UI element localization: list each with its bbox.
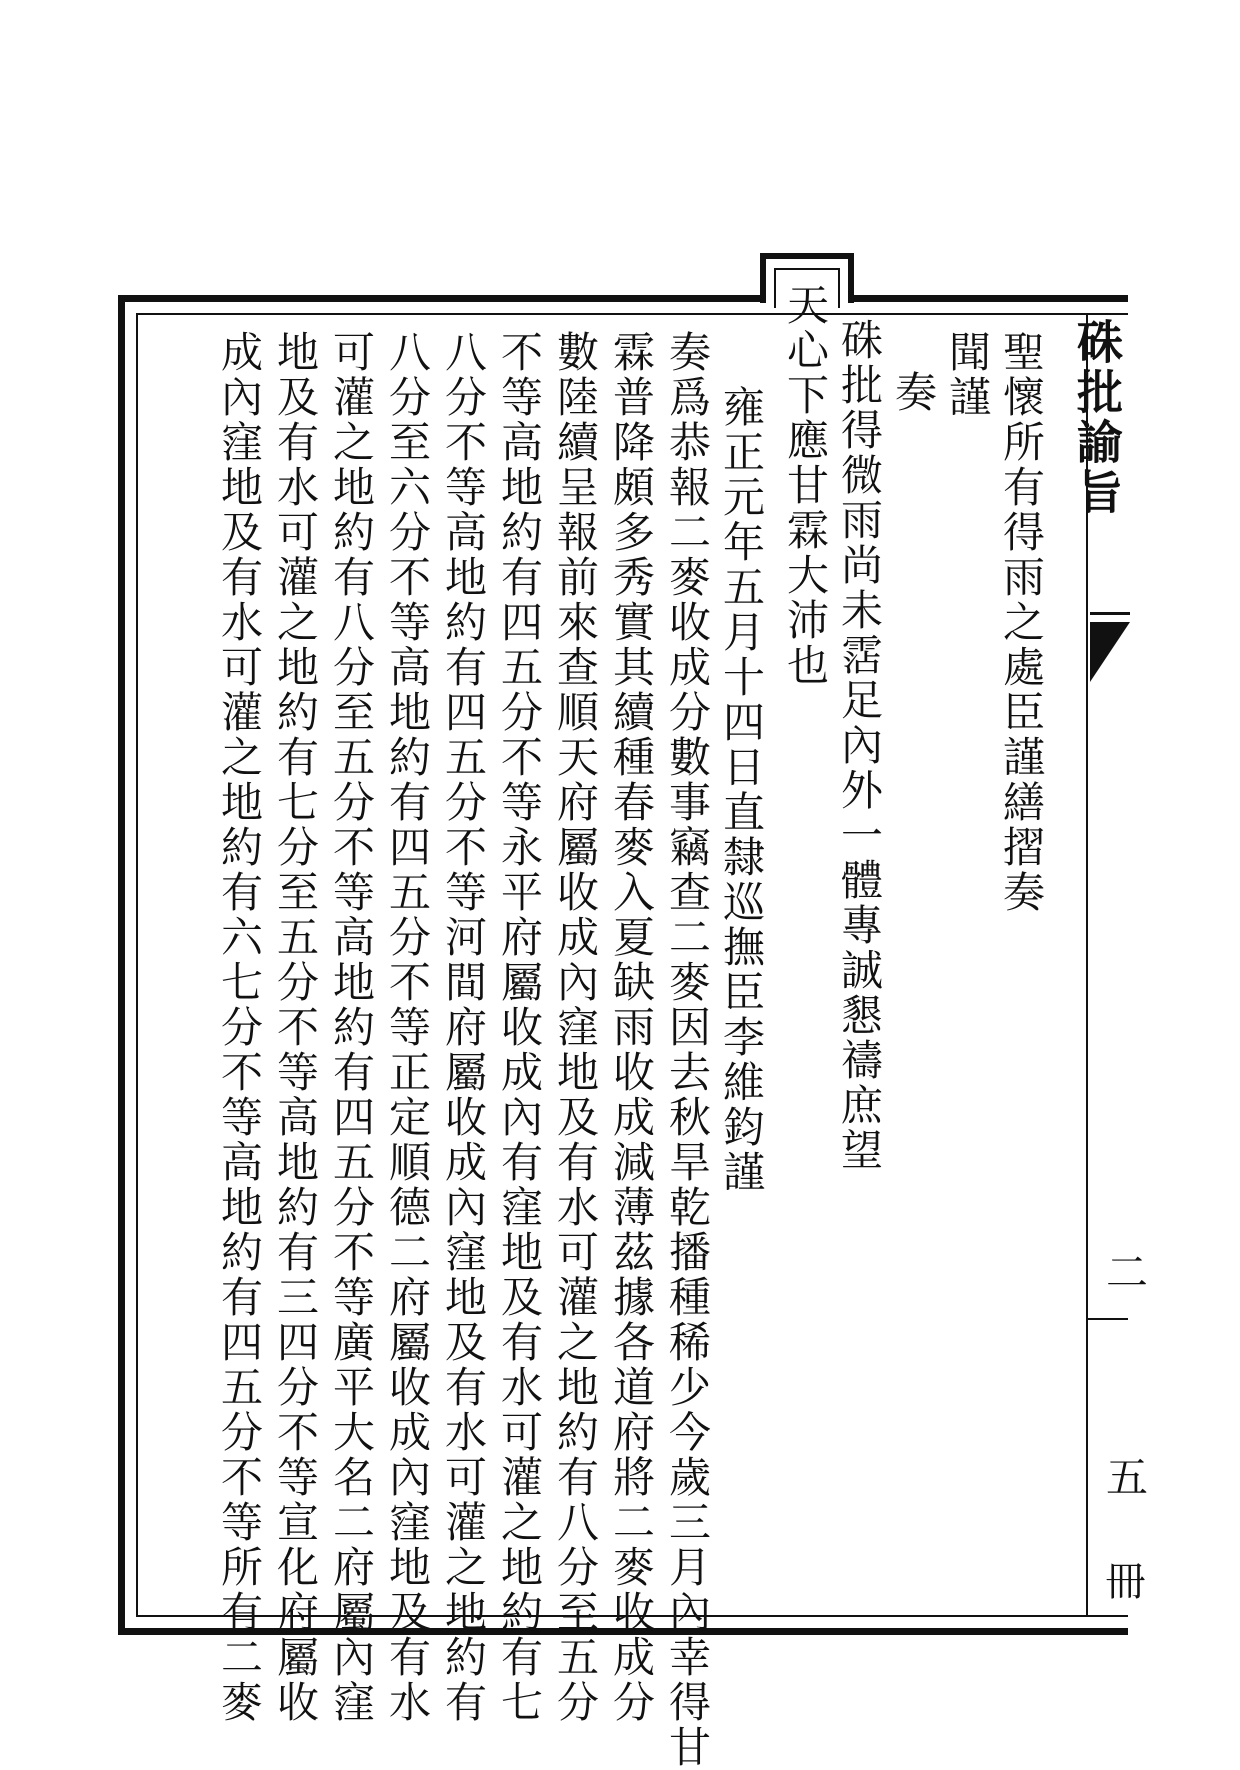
margin-volume-suffix: 冊: [1099, 1560, 1145, 1600]
text-column-9: 數陸續呈報前來查順天府屬收成內窪地及有水可灌之地約有八分至五分: [551, 330, 600, 1725]
margin-volume-number: 五: [1100, 1455, 1149, 1501]
text-column-6: 雍正元年五月十四日直隸巡撫臣李維鈞謹: [717, 385, 766, 1195]
margin-separator: [1088, 1318, 1128, 1320]
text-column-1: 聖懷所有得雨之處臣謹繕摺奏: [997, 330, 1046, 915]
margin-page-number: 二: [1100, 1250, 1149, 1296]
text-column-12: 八分至六分不等高地約有四五分不等正定順德二府屬收成內窪地及有水: [383, 330, 432, 1725]
text-column-8: 霖普降頗多秀實其續種春麥入夏缺雨收成減薄茲據各道府將二麥收成分: [607, 330, 656, 1725]
text-column-15: 成內窪地及有水可灌之地約有六七分不等高地約有四五分不等所有二麥: [215, 330, 264, 1725]
fish-tail-rule: [1090, 612, 1130, 615]
text-column-4: 硃批得微雨尚未霑足內外一體專誠懇禱庶望: [835, 318, 884, 1173]
text-column-11: 八分不等高地約有四五分不等河間府屬收成內窪地及有水可灌之地約有: [439, 330, 488, 1725]
fish-tail-mark: [1090, 622, 1130, 682]
text-column-2: 聞謹: [943, 330, 992, 420]
text-column-10: 不等高地約有四五分不等永平府屬收成內有窪地及有水可灌之地約有七: [495, 330, 544, 1725]
text-column-14: 地及有水可灌之地約有七分至五分不等高地約有三四分不等宣化府屬收: [271, 330, 320, 1725]
text-column-3: 奏: [889, 370, 938, 415]
text-column-7: 奏爲恭報二麥收成分數事竊查二麥因去秋旱乾播種稀少今歲三月內幸得甘: [663, 330, 712, 1770]
text-column-5: 天心下應甘霖大沛也: [781, 283, 830, 688]
margin-book-title: 硃批諭旨: [1070, 318, 1124, 518]
text-column-13: 可灌之地約有八分至五分不等高地約有四五分不等廣平大名二府屬內窪: [327, 330, 376, 1725]
